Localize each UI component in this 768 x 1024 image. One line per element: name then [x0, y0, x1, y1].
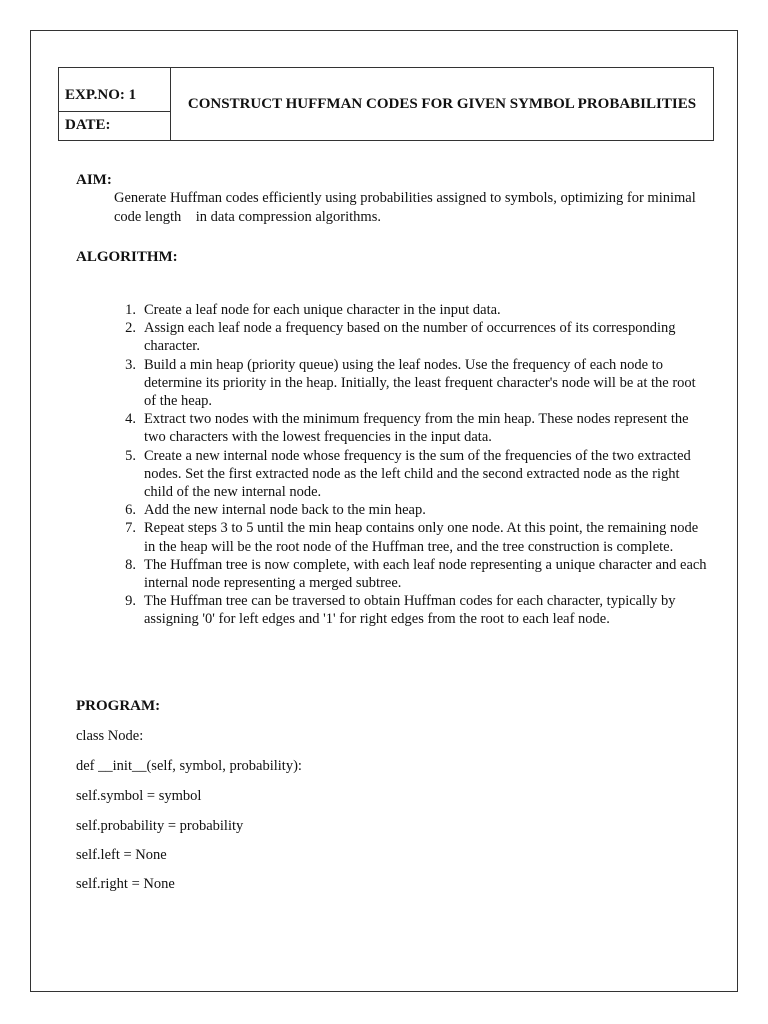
- code-line: self.symbol = symbol: [76, 788, 202, 804]
- step-number: 9.: [125, 593, 136, 610]
- step-text: Add the new internal node back to the min heap.: [144, 502, 426, 519]
- step-text: Repeat steps 3 to 5 until the min heap contains only one node. At this point, the remaining node in the heap will be the root node of the Huffman tree, and the tree construction is complete.: [144, 520, 699, 555]
- code-line: class Node:: [76, 728, 144, 744]
- step-text: Create a new internal node whose frequency is the sum of the frequencies of the two extracted nodes. Set the first extracted node as the left child and the second extracted node as the right child of the new internal node.: [144, 447, 691, 501]
- step-number: 4.: [125, 411, 136, 428]
- date-cell: DATE:: [65, 117, 111, 133]
- step-text: The Huffman tree is now complete, with each leaf node representing a unique character and each internal node representing a merged subtree.: [144, 556, 707, 592]
- step-text: Create a leaf node for each unique character in the input data.: [144, 302, 501, 318]
- algorithm-step: [110, 356, 710, 411]
- algorithm-step: [110, 301, 710, 319]
- step-number: 8.: [125, 556, 136, 573]
- algorithm-step: [110, 556, 710, 592]
- step-number: 1.: [125, 302, 136, 318]
- code-line: def __init__(self, symbol, probability):: [76, 758, 302, 774]
- step-text: Build a min heap (priority queue) using the leaf nodes. Use the frequency of each node to determine its priority in the heap. Initially, the least frequent character's node will be at the root of the heap.: [144, 356, 696, 410]
- algorithm-step: [110, 519, 710, 555]
- header-table: [58, 67, 714, 141]
- experiment-title: CONSTRUCT HUFFMAN CODES FOR GIVEN SYMBOL PROBABILITIES: [187, 95, 697, 112]
- step-text: Assign each leaf node a frequency based on the number of occurrences of its corresponding character.: [144, 320, 676, 355]
- algorithm-step: [110, 592, 710, 628]
- step-number: 3.: [125, 356, 136, 373]
- step-number: 7.: [125, 520, 136, 537]
- algorithm-heading: ALGORITHM:: [76, 249, 178, 265]
- algorithm-step: [110, 410, 710, 446]
- algorithm-steps: [110, 301, 710, 629]
- step-number: 2.: [125, 320, 136, 337]
- program-heading: PROGRAM:: [76, 698, 161, 714]
- step-number: 5.: [125, 447, 136, 464]
- header-left-column: [59, 68, 171, 140]
- code-line: self.left = None: [76, 847, 167, 863]
- aim-text: Generate Huffman codes efficiently using probabilities assigned to symbols, optimizing for minimal code length in data compression algorithms.: [114, 190, 700, 225]
- step-text: The Huffman tree can be traversed to obtain Huffman codes for each character, typically by assigning '0' for left edges and '1' for right edges from the root to each leaf node.: [144, 593, 676, 628]
- step-number: 6.: [125, 502, 136, 519]
- aim-heading: AIM:: [76, 172, 112, 188]
- algorithm-step: [110, 447, 710, 502]
- step-text: Extract two nodes with the minimum frequency from the min heap. These nodes represent the two characters with the lowest frequencies in the input data.: [144, 411, 689, 446]
- algorithm-step: [110, 319, 710, 355]
- exp-no-cell: EXP.NO: 1: [59, 68, 170, 112]
- algorithm-step: [110, 501, 710, 519]
- code-line: self.probability = probability: [76, 818, 244, 834]
- code-line: self.right = None: [76, 876, 175, 892]
